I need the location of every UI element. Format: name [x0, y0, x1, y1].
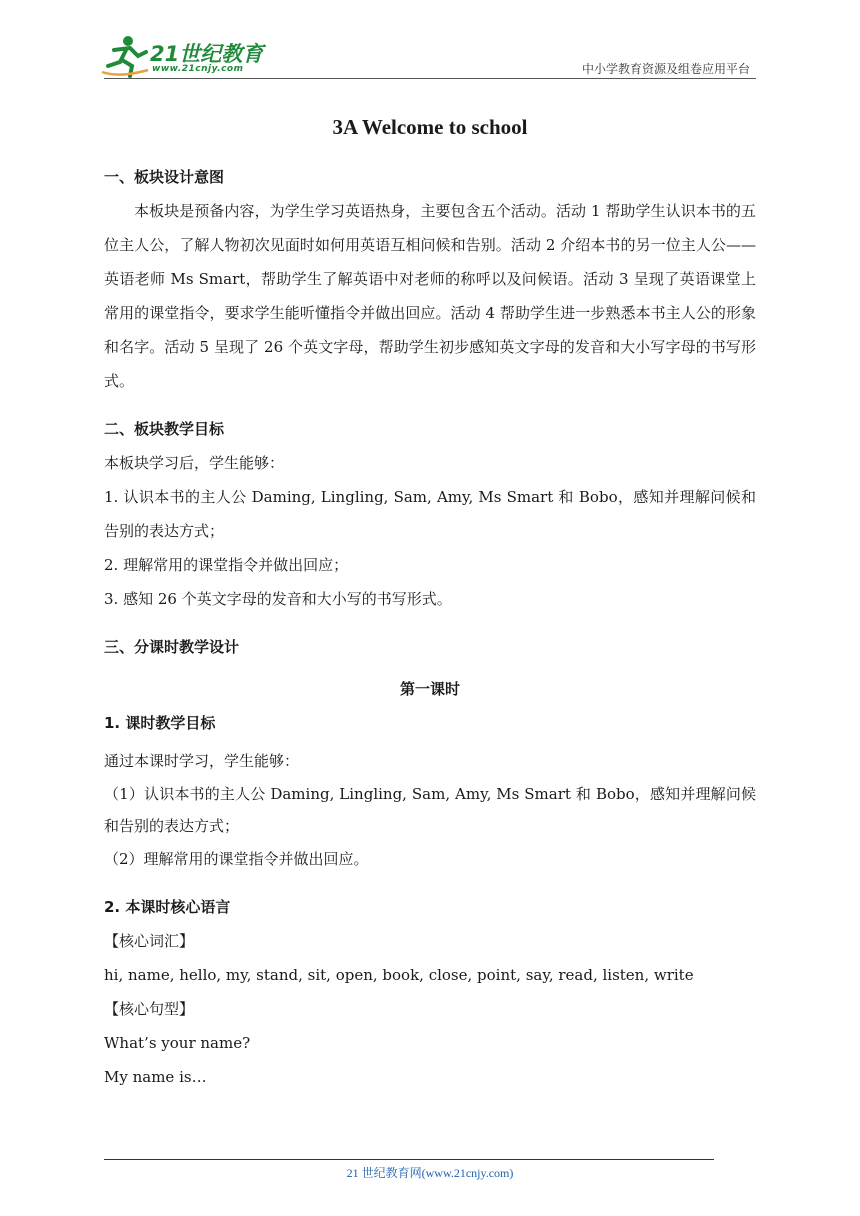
- goal-item: 3. 感知 26 个英文字母的发音和大小写的书写形式。: [104, 590, 452, 608]
- page-header: [0, 0, 860, 90]
- runner-logo-icon: [100, 34, 152, 78]
- footer-divider: [104, 1159, 714, 1160]
- document-title: 3A Welcome to school: [332, 115, 528, 139]
- sentence-label: 【核心句型】: [104, 1000, 195, 1018]
- section-heading-lessons: 三、分课时教学设计: [104, 638, 240, 656]
- section-heading-design: 一、板块设计意图: [104, 168, 225, 186]
- lesson-objectives-heading: 1. 课时教学目标: [104, 714, 216, 732]
- logo-text: 21世纪教育: [150, 42, 264, 66]
- logo: [100, 34, 270, 78]
- footer-link[interactable]: 21 世纪教育网(www.21cnjy.com): [346, 1166, 514, 1180]
- objective-item: （1）认识本书的主人公 Daming, Lingling, Sam, Amy, Ms Smart 和 Bobo，感知并理解问候和告别的表达方式；: [104, 785, 756, 835]
- logo-url: www.21cnjy.com: [152, 64, 244, 74]
- sentence-item: What’s your name?: [104, 1034, 251, 1052]
- lesson-title: 第一课时: [399, 680, 460, 698]
- section-heading-goals: 二、板块教学目标: [104, 420, 225, 438]
- platform-label: 中小学教育资源及组卷应用平台: [581, 62, 750, 76]
- objectives-intro: 通过本课时学习，学生能够：: [104, 752, 300, 770]
- document-body: [104, 110, 756, 1094]
- vocab-list: hi, name, hello, my, stand, sit, open, book, close, point, say, read, listen, write: [104, 966, 694, 984]
- vocab-label: 【核心词汇】: [104, 932, 195, 950]
- goals-intro: 本板块学习后，学生能够：: [104, 454, 285, 472]
- goal-item: 2. 理解常用的课堂指令并做出回应；: [104, 556, 349, 574]
- header-divider: [104, 78, 756, 79]
- goal-item: 1. 认识本书的主人公 Daming, Lingling, Sam, Amy, Ms Smart 和 Bobo，感知并理解问候和告别的表达方式；: [104, 488, 756, 540]
- sentence-item: My name is…: [104, 1068, 207, 1086]
- section-design-body: 本板块是预备内容，为学生学习英语热身，主要包含五个活动。活动 1 帮助学生认识本书的五位主人公，了解人物初次见面时如何用英语互相问候和告别。活动 2 介绍本书的另一位主人公——英语老师 Ms Smart，帮助学生了解英语中对老师的称呼以及问候语。活动 3 呈现了英语课堂上常用的课堂指令，要求学生能听懂指令并做出回应。活动 4 帮助学生进一步熟悉本书主人公的形象和名字。活动 5 呈现了 26 个英文字母，帮助学生初步感知英文字母的发音和大小写字母的书写形式。: [104, 202, 756, 390]
- objective-item: （2）理解常用的课堂指令并做出回应。: [104, 850, 369, 868]
- core-language-heading: 2. 本课时核心语言: [104, 898, 231, 916]
